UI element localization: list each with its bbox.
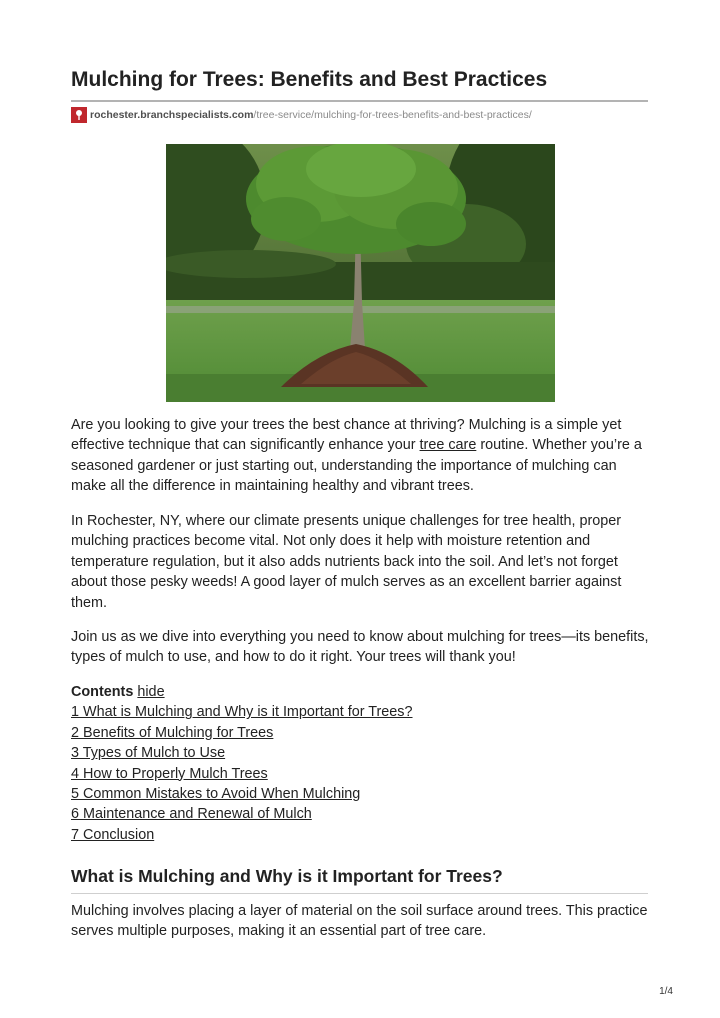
page-title: Mulching for Trees: Benefits and Best Practices (71, 68, 548, 91)
toc-item-maintenance[interactable]: 6 Maintenance and Renewal of Mulch (71, 806, 312, 823)
page-number: 1/4 (659, 986, 673, 997)
source-url[interactable] (71, 107, 532, 123)
join-paragraph: Join us as we dive into everything you need to know about mulching for trees—its benefits, types of mulch to use, and how to do it right. Your trees will thank you! (71, 629, 649, 666)
section-divider (71, 893, 648, 894)
tree-logo-icon (71, 107, 87, 123)
toc-heading: Contents (71, 684, 134, 700)
source-path[interactable]: /tree-service/mulching-for-trees-benefits-and-best-practices/ (253, 109, 532, 121)
toc-item-types[interactable]: 3 Types of Mulch to Use (71, 745, 226, 762)
source-domain[interactable]: rochester.branchspecialists.com (90, 109, 254, 121)
toc-item-mistakes[interactable]: 5 Common Mistakes to Avoid When Mulching (71, 786, 361, 803)
tree-care-link[interactable]: tree care (419, 437, 477, 454)
toc-item-benefits[interactable]: 2 Benefits of Mulching for Trees (71, 724, 274, 741)
section-heading: What is Mulching and Why is it Important for Trees? (71, 866, 503, 886)
title-divider (71, 100, 648, 102)
toc-hide-toggle[interactable]: hide (137, 684, 165, 700)
hero-tree-image (166, 144, 555, 402)
toc-item-conclusion[interactable]: 7 Conclusion (71, 826, 155, 843)
toc-item-how-to[interactable]: 4 How to Properly Mulch Trees (71, 765, 268, 782)
climate-paragraph: In Rochester, NY, where our climate presents unique challenges for tree health, proper mulching practices become vital. Not only does it help with moisture retention and temperature regulation, but it also adds nutrients back into the soil. And let’s not forget about those pesky weeds! A good layer of mulch serves as an excellent barrier against them. (71, 513, 622, 611)
intro-paragraph: Are you looking to give your trees the best chance at thriving? Mulching is a simple yet effective technique that can significantly enhance your tree care routine. Whether you’re a seasoned gardener or just starting out, understanding the importance of mulching can make all the difference in maintaining healthy and vibrant trees. (71, 417, 642, 495)
table-of-contents (71, 682, 571, 845)
section-paragraph: Mulching involves placing a layer of material on the soil surface around trees. This practice serves multiple purposes, making it an essential part of tree care. (71, 903, 648, 940)
toc-item-what-is-mulching[interactable]: 1 What is Mulching and Why is it Important for Trees? (71, 704, 413, 721)
